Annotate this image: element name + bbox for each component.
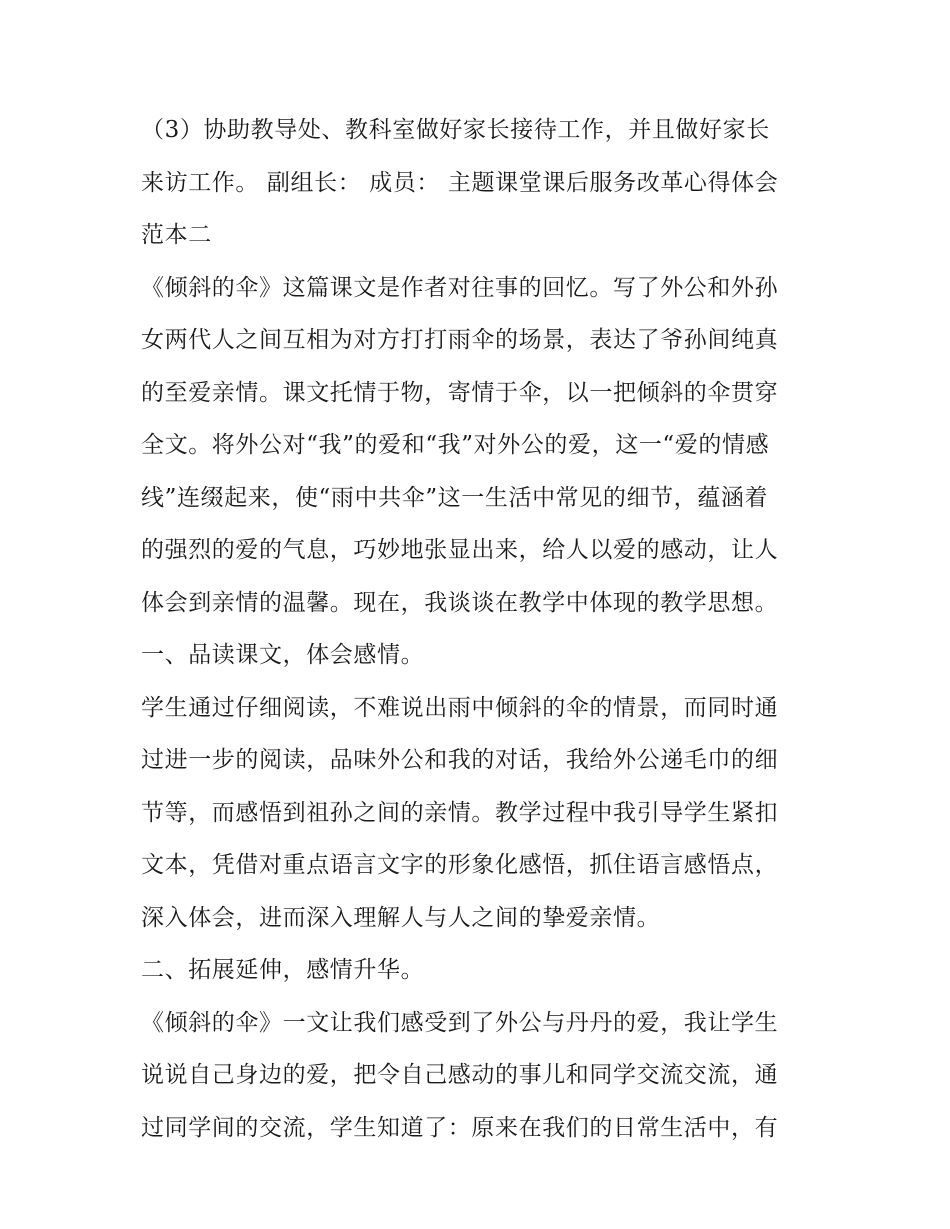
document-body (141, 104, 831, 1154)
text-line: 的强烈的爱的气息，巧妙地张显出来，给人以爱的感动，让人 (141, 537, 779, 563)
text-line: 体会到亲情的温馨。现在，我谈谈在教学中体现的教学思想。 (141, 589, 779, 616)
text-line: 全文。将外公对“我”的爱和“我”对外公的爱，这一“爱的情感 (141, 432, 770, 458)
text-line: 的至爱亲情。课文托情于物，寄情于伞，以一把倾斜的伞贯穿 (141, 379, 779, 406)
text-line: 来访工作。 副组长： 成员： 主题课堂课后服务改革心得体会 (141, 169, 779, 196)
text-line: 深入体会，进而深入理解人与人之间的挚爱亲情。 (141, 904, 661, 931)
text-line: 节等，而感悟到祖孙之间的亲情。教学过程中我引导学生紧扣 (141, 799, 779, 826)
text-line: 线”连缀起来，使“雨中共伞”这一生活中常见的细节，蕴涵着 (141, 484, 769, 511)
text-line: 女两代人之间互相为对方打打雨伞的场景，表达了爷孙间纯真 (141, 327, 779, 353)
text-line: 学生通过仔细阅读，不难说出雨中倾斜的伞的情景，而同时通 (141, 694, 779, 721)
text-line: 《倾斜的伞》一文让我们感受到了外公与丹丹的爱，我让学生 (141, 1009, 779, 1036)
text-line: 范本二 (141, 222, 212, 248)
text-line: 文本，凭借对重点语言文字的形象化感悟，抓住语言感悟点， (141, 852, 779, 878)
text-line: 过进一步的阅读，品味外公和我的对话，我给外公递毛巾的细 (141, 747, 779, 773)
text-line: 说说自己身边的爱，把令自己感动的事儿和同学交流交流，通 (141, 1062, 779, 1088)
section-heading: 一、品读课文，体会感情。 (141, 642, 425, 668)
text-line: 《倾斜的伞》这篇课文是作者对往事的回忆。写了外公和外孙 (141, 274, 779, 301)
section-heading: 二、拓展延伸，感情升华。 (141, 957, 425, 983)
text-line: （3）协助教导处、教科室做好家长接待工作，并且做好家长 (141, 117, 770, 143)
text-line: 过同学间的交流，学生知道了：原来在我们的日常生活中，有 (141, 1114, 779, 1141)
